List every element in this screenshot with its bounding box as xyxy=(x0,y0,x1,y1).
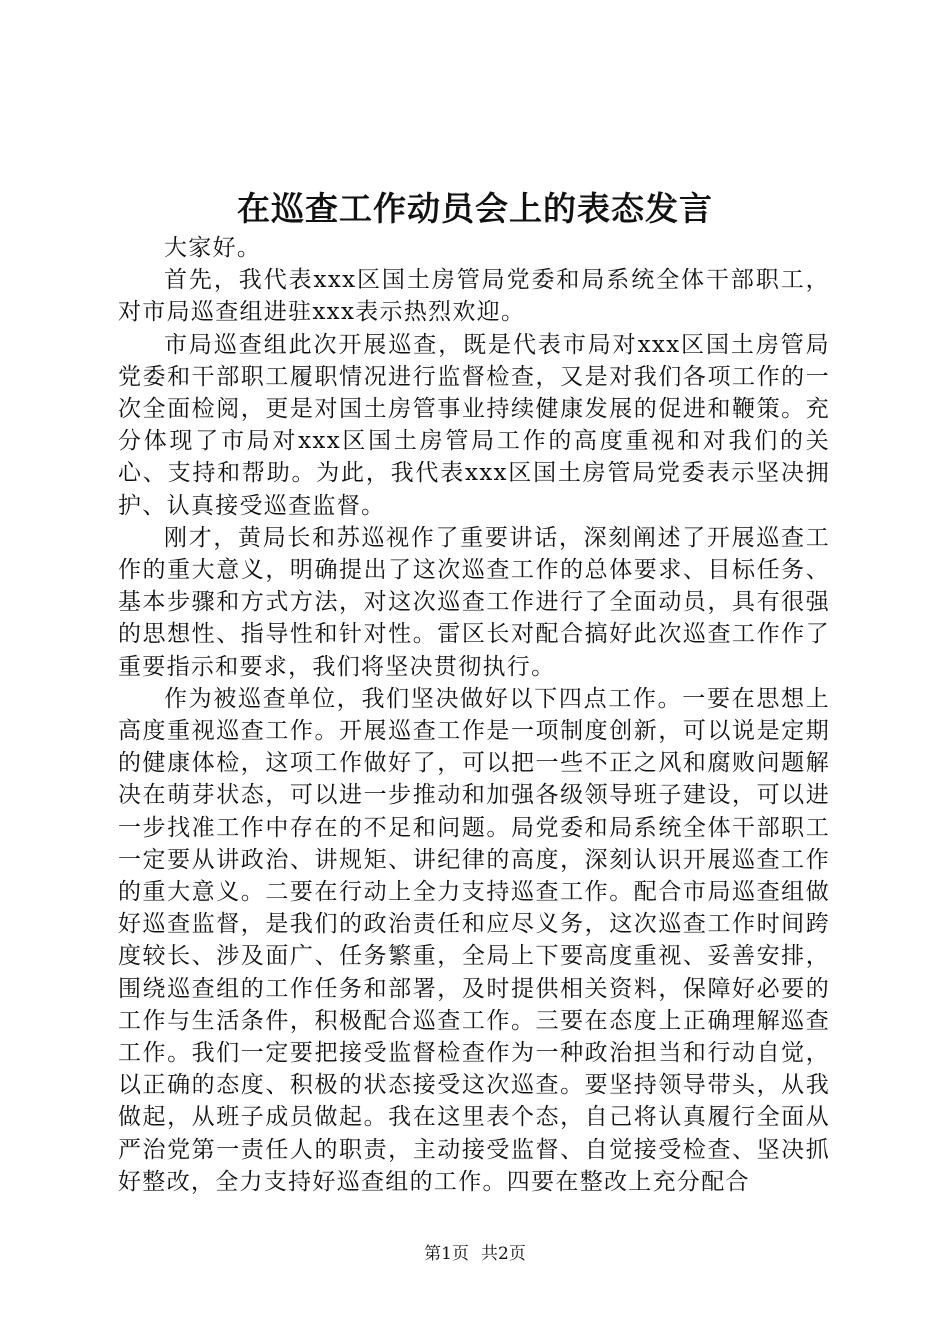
page-footer xyxy=(0,1242,950,1266)
document-title: 在巡查工作动员会上的表态发言 xyxy=(237,189,713,228)
paragraph-inspection-purpose: 市局巡查组此次开展巡查，既是代表市局对xxx区国土房管局党委和干部职工履职情况进行监督检查，又是对我们各项工作的一次全面检阅，更是对国土房管事业持续健康发展的促进和鞭策。充分体现了市局对xxx区国土房管局工作的高度重视和对我们的关心、支持和帮助。为此，我代表xxx区国土房管局党委表示坚决拥护、认真接受巡查监督。 xyxy=(118,331,830,519)
paragraph-four-points: 作为被巡查单位，我们坚决做好以下四点工作。一要在思想上高度重视巡查工作。开展巡查工作是一项制度创新，可以说是定期的健康体检，这项工作做好了，可以把一些不正之风和腐败问题解决在萌芽状态，可以进一步推动和加强各级领导班子建设，可以进一步找准工作中存在的不足和问题。局党委和局系统全体干部职工一定要从讲政治、讲规矩、讲纪律的高度，深刻认识开展巡查工作的重大意义。二要在行动上全力支持巡查工作。配合市局巡查组做好巡查监督，是我们的政治责任和应尽义务，这次巡查工作时间跨度较长、涉及面广、任务繁重，全局上下要高度重视、妥善安排，围绕巡查组的工作任务和部署，及时提供相关资料，保障好必要的工作与生活条件，积极配合巡查工作。三要在态度上正确理解巡查工作。我们一定要把接受监督检查作为一种政治担当和行动自觉，以正确的态度、积极的状态接受这次巡查。要坚持领导带头，从我做起，从班子成员做起。我在这里表个态，自己将认真履行全面从严治党第一责任人的职责，主动接受监督、自觉接受检查、坚决抓好整改，全力支持好巡查组的工作。四要在整改上充分配合 xyxy=(118,685,830,1195)
paragraph-greeting: 大家好。 xyxy=(164,235,262,261)
page-total: 共2页 xyxy=(481,1244,526,1264)
page-number: 第1页 xyxy=(424,1244,469,1264)
document-body xyxy=(118,232,830,1198)
paragraph-welcome: 首先，我代表xxx区国土房管局党委和局系统全体干部职工，对市局巡查组进驻xxx表示热烈欢迎。 xyxy=(118,267,830,326)
paragraph-leader-speech: 刚才，黄局长和苏巡视作了重要讲话，深刻阐述了开展巡查工作的重大意义，明确提出了这次巡查工作的总体要求、目标任务、基本步骤和方式方法，对这次巡查工作进行了全面动员，具有很强的思想性、指导性和针对性。雷区长对配合搞好此次巡查工作作了重要指示和要求，我们将坚决贯彻执行。 xyxy=(118,524,830,680)
